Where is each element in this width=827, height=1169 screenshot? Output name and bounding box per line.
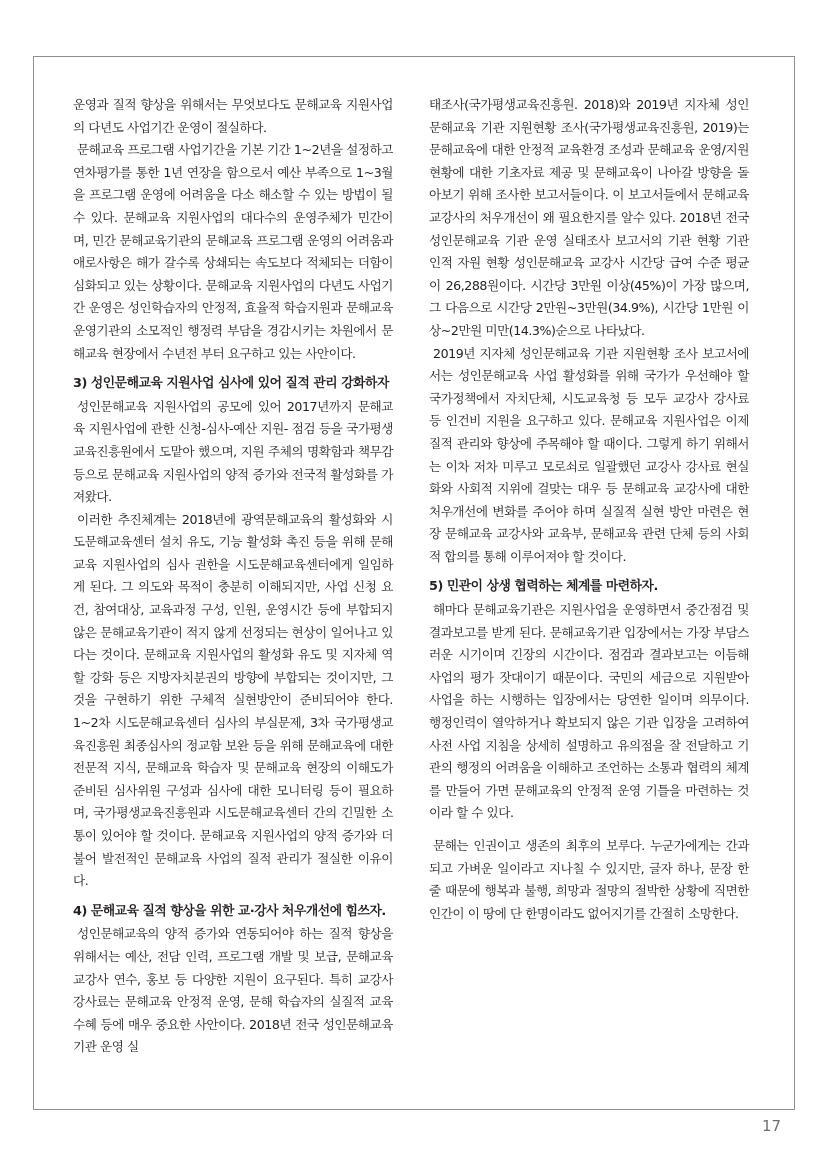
section-heading-5: 5) 민관이 상생 협력하는 체계를 마련하자. [429,579,658,595]
spacer [429,825,749,835]
paragraph: 운영과 질적 향상을 위해서는 무엇보다도 문해교육 지원사업의 다년도 사업기간 운영이 절실하다. [73,97,393,135]
section-heading-3: 3) 성인문해교육 지원사업 심사에 있어 질적 관리 강화하자 [73,376,389,392]
left-column [73,94,393,1059]
paragraph: 태조사(국가평생교육진흥원. 2018)와 2019년 지자체 성인문해교육 기관 지원현황 조사(국가평생교육진흥원, 2019)는 문해교육에 대한 안정적 교육환경 조성과 문해교육 운영/지원 현황에 대한 기초자료 제공 및 문해교육이 나아갈 방향을 돌아보기 위해 조사한 보고서들이다. 이 보고서들에서 문해교육 교강사의 처우개선이 왜 필요한지를 알수 있다. 2018년 전국 성인문해교육 기관 운영 실태조사 보고서의 기관 현황 기관 인적 자원 현황 성인문해교육 교강사 시간당 급여 수준 평균이 26,288원이다. 시간당 3만원 이상(45%)이 가장 많으며, 그 다음으로 시간당 2만원~3만원(34.9%), 시간당 1만원 이상~2만원 미만(14.3%)순으로 나타났다. [429,97,749,338]
paragraph: 성인문해교육 지원사업의 공모에 있어 2017년까지 문해교육 지원사업에 관한 신청-심사-예산 지원- 점검 등을 국가평생교육진흥원에서 도맡아 했으며, 지원 주체의 명확함과 책무감 등으로 문해교육 지원사업의 양적 증가와 전국적 활성화를 가져왔다. [73,398,393,505]
right-column [429,94,749,925]
paragraph: 문해는 인권이고 생존의 최후의 보루다. 누군가에게는 간과되고 가벼운 일이라고 지나칠 수 있지만, 글자 하나, 문장 한 줄 때문에 행복과 불행, 희망과 절망의 절박한 상황에 직면한 인간이 이 땅에 단 한명이라도 없어지기를 간절히 소망한다. [429,838,749,921]
paragraph: 2019년 지자체 성인문해교육 기관 지원현황 조사 보고서에서는 성인문해교육 사업 활성화를 위해 국가가 우선해야 할 국가정책에서 자치단체, 시도교육청 등 모두 교강사 강사료 등 인건비 지원을 요구하고 있다. 문해교육 지원사업은 이제 질적 관리와 향상에 주목해야 할 때이다. 그렇게 하기 위해서는 이차 저차 미루고 모로쇠로 일괄했던 교강사 강사료 현실화와 사회적 지위에 걸맞는 대우 등 문해교육 교강사에 대한 처우개선에 변화를 주어야 하며 실질적 실현 방안 마련은 현장 문해교육 교강사와 교육부, 문해교육 관련 단체 등의 사회적 합의를 통해 이루어져야 할 것이다. [429,345,749,564]
section-heading-4: 4) 문해교육 질적 향상을 위한 교·강사 처우개선에 힘쓰자. [73,903,386,919]
paragraph: 문해교육 프로그램 사업기간을 기본 기간 1~2년을 설정하고 연차평가를 통한 1년 연장을 함으로서 예산 부족으로 1~3월을 프로그램 운영에 어려움을 다소 해소할 수 있는 방법이 될 수 있다. 문해교육 지원사업의 대다수의 운영주체가 민간이며, 민간 문해교육기관의 문해교육 프로그램 운영의 어려움과 애로사항은 해가 갈수록 상쇄되는 속도보다 적체되는 더함이 심화되고 있는 상황이다. 문해교육 지원사업의 다년도 사업기간 운영은 성인학습자의 안정적, 효율적 학습지원과 문해교육 운영기관의 소모적인 행정력 부담을 경감시키는 차원에서 문해교육 현장에서 수년전 부터 요구하고 있는 사안이다. [73,142,394,361]
paragraph: 해마다 문해교육기관은 지원사업을 운영하면서 중간점검 및 결과보고를 받게 된다. 문해교육기관 입장에서는 가장 부담스러운 시기이며 긴장의 시간이다. 점검과 결과보고는 이듬해 사업의 평가 잣대이기 때문이다. 국민의 세금으로 지원받아 사업을 하는 시행하는 입장에서는 당연한 일이며 의무이다. 행정인력이 열악하거나 확보되지 않은 기관 입장을 고려하여 사전 사업 지침을 상세히 설명하고 유의점을 잘 전달하고 기관의 행정의 어려움을 이해하고 조언하는 소통과 협력의 체계를 만들어 가면 문해교육의 안정적 운영 기틀을 마련하는 것이라 할 수 있다. [429,602,749,821]
page-number: 17 [762,1117,782,1135]
paragraph: 이러한 추진체계는 2018년에 광역문해교육의 활성화와 시도문해교육센터 설치 유도, 기능 활성화 촉진 등을 위해 문해교육 지원사업의 심사 권한을 시도문해교육센터에게 일임하게 된다. 그 의도와 목적이 충분히 이해되지만, 사업 신청 요건, 참여대상, 교육과정 구성, 인원, 운영시간 등에 부합되지 않은 문해교육기관이 적지 않게 선정되는 현상이 일어나고 있다는 것이다. 문해교육 지원사업의 활성화 유도 및 지자체 역할 강화 등은 지방자치분권의 방향에 부합되는 것이지만, 그것을 구현하기 위한 구체적 실현방안이 준비되어야 한다. 1~2차 시도문해교육센터 심사의 부실문제, 3차 국가평생교육진흥원 최종심사의 정교함 보완 등을 위해 문해교육에 대한 전문적 지식, 문해교육 학습자 및 문해교육 현장의 이해도가 준비된 심사위원 구성과 심사에 대한 모니터링 등이 필요하며, 국가평생교육진흥원과 시도문해교육센터 간의 긴밀한 소통이 있어야 할 것이다. 문해교육 지원사업의 양적 증가와 더불어 발전적인 문해교육 사업의 질적 관리가 절실한 이유이다. [73,511,393,889]
paragraph: 성인문해교육의 양적 증가와 연동되어야 하는 질적 향상을 위해서는 예산, 전담 인력, 프로그램 개발 및 보급, 문해교육 교강사 연수, 홍보 등 다양한 지원이 요구된다. 특히 교강사 강사료는 문해교육 안정적 운영, 문해 학습자의 실질적 교육 수혜 등에 매우 중요한 사안이다. 2018년 전국 성인문해교육 기관 운영 실 [73,926,393,1055]
